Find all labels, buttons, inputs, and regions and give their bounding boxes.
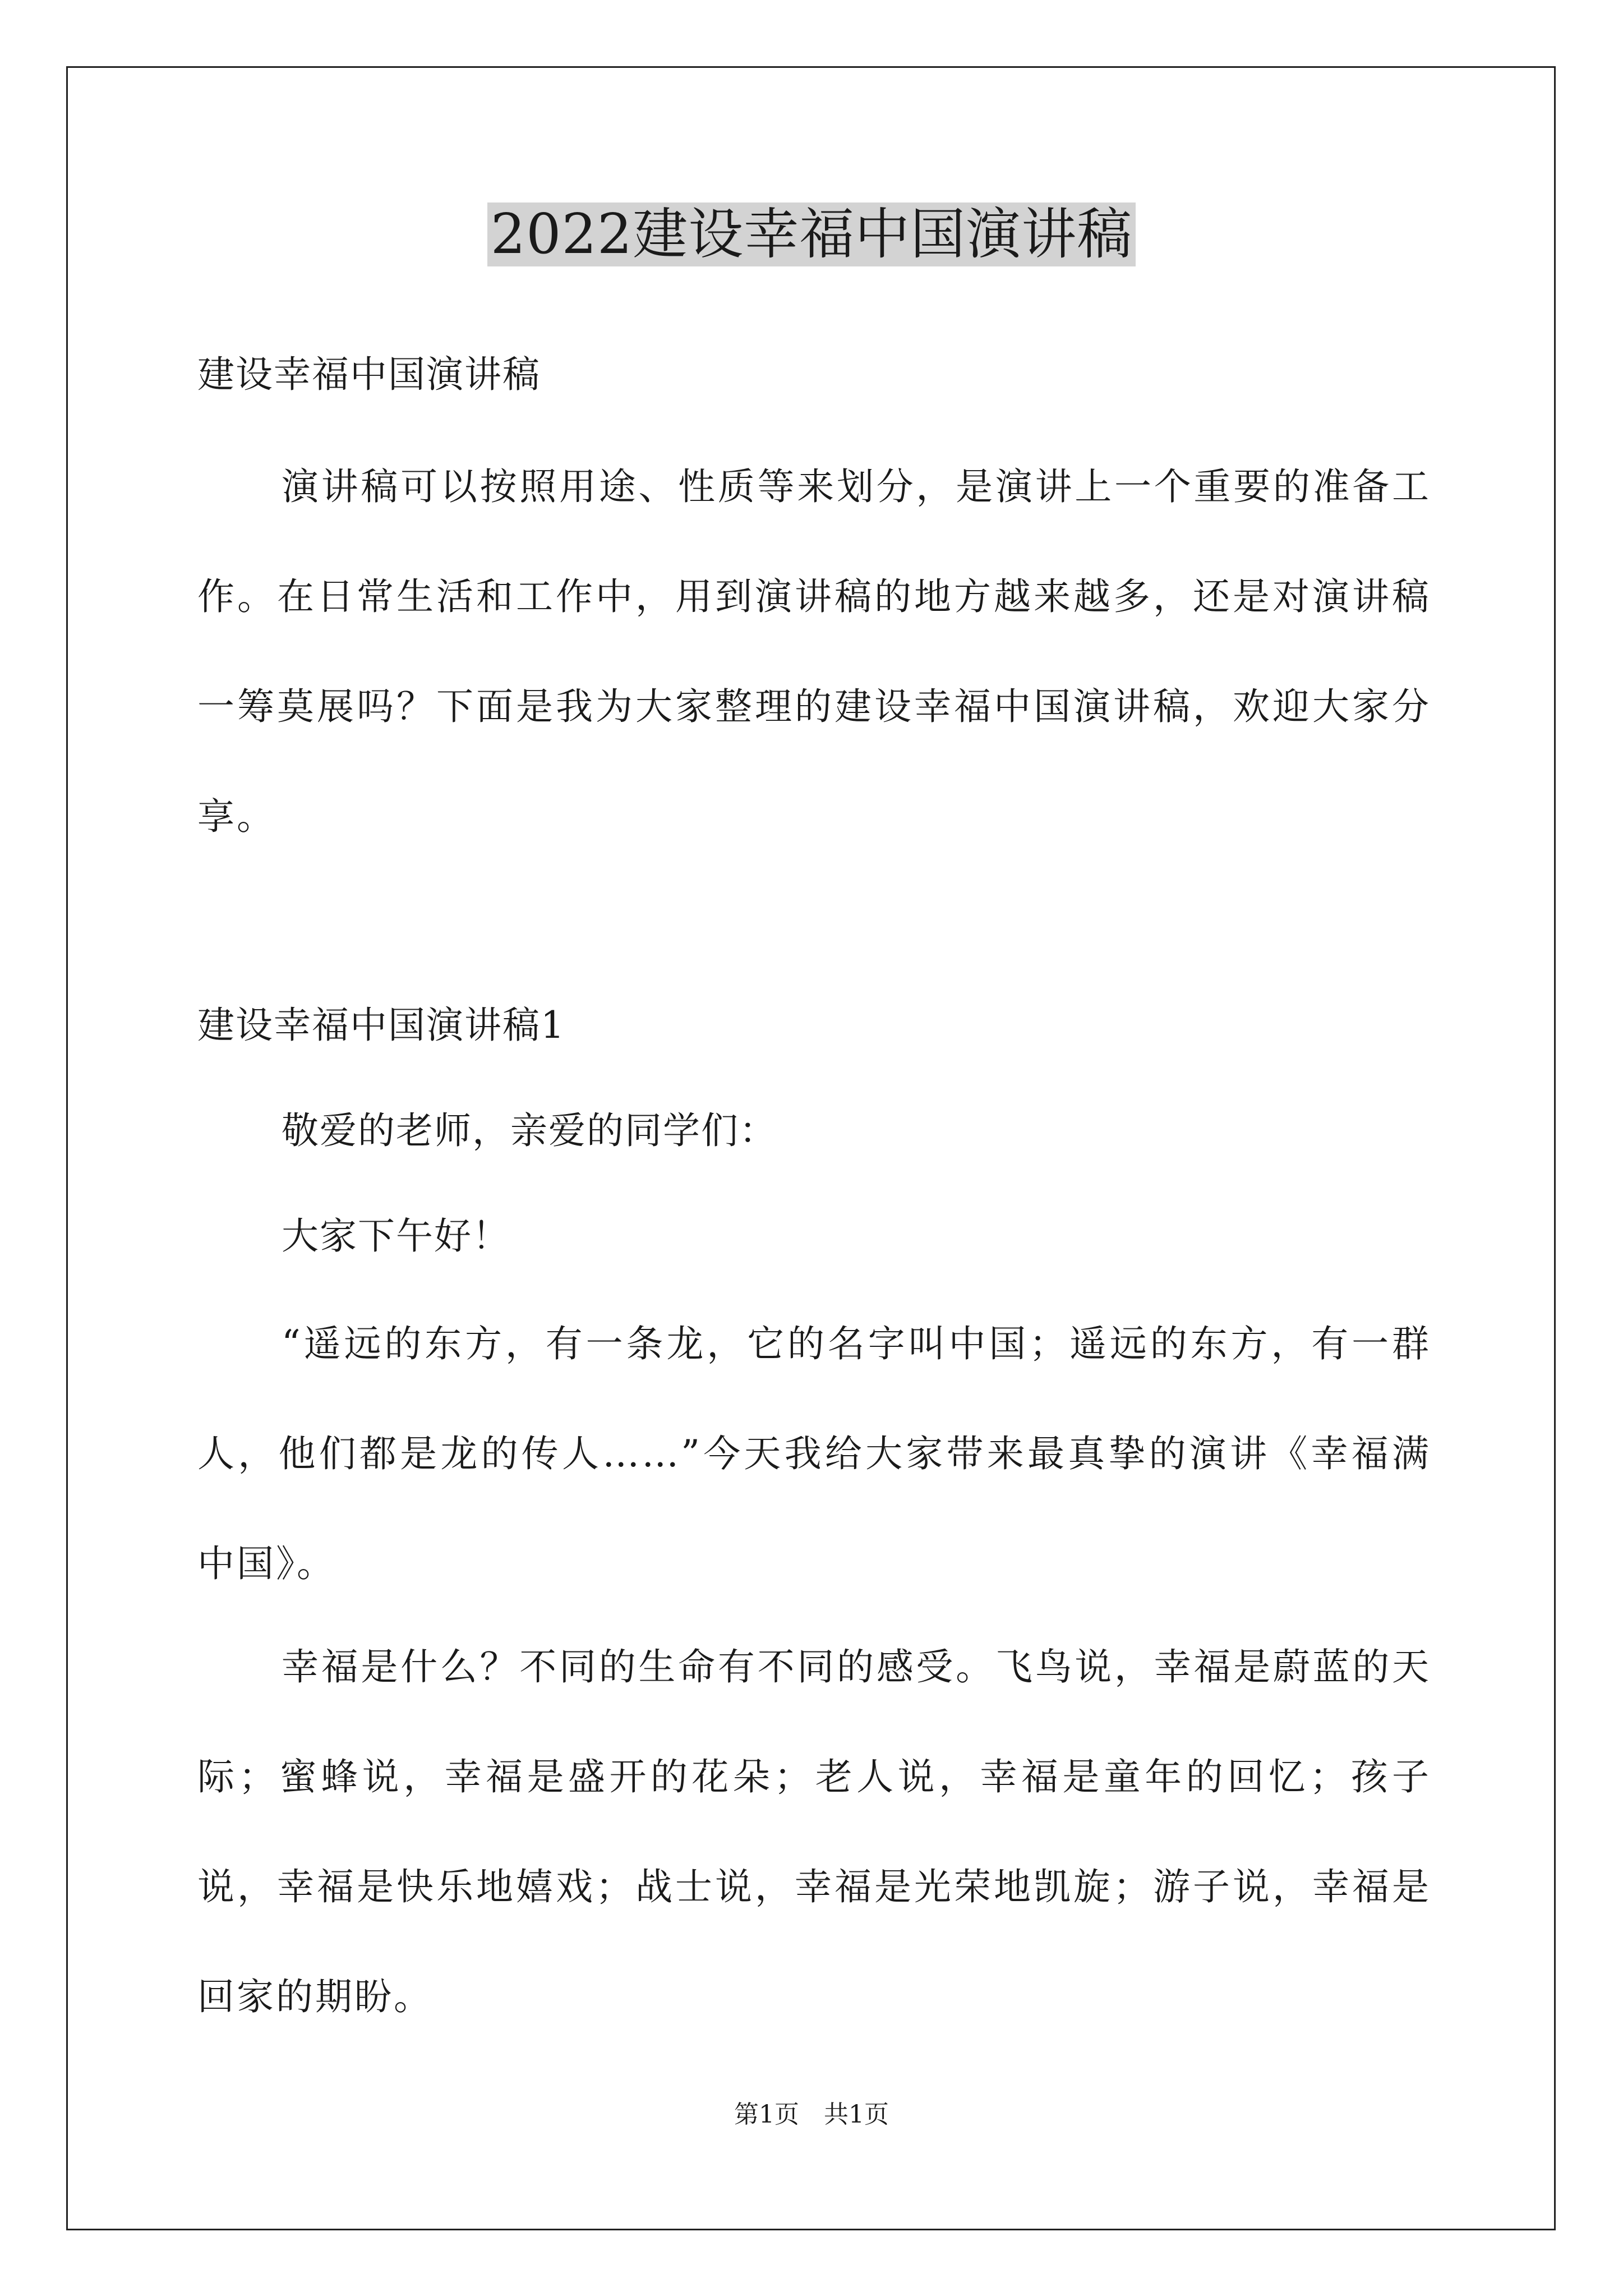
section-heading: 建设幸福中国演讲稿1 (197, 1004, 565, 1047)
page-footer: 第1页 共1页 (734, 2100, 889, 2129)
body-paragraph-1: “遥远的东方，有一条龙，它的名字叫中国；遥远的东方，有一群人，他们都是龙的传人……”今天我给大家带来最真挚的演讲《幸福满中国》。 (197, 1322, 1431, 1585)
intro-paragraph: 演讲稿可以按照用途、性质等来划分，是演讲上一个重要的准备工作。在日常生活和工作中，用到演讲稿的地方越来越多，还是对演讲稿一筹莫展吗？下面是我为大家整理的建设幸福中国演讲稿，欢迎大家分享。 (197, 465, 1431, 838)
document-title-text: 2022建设幸福中国演讲稿 (487, 203, 1136, 266)
document-subtitle: 建设幸福中国演讲稿 (197, 353, 541, 396)
body-paragraph-2: 幸福是什么？不同的生命有不同的感受。飞鸟说，幸福是蔚蓝的天际；蜜蜂说，幸福是盛开的花朵；老人说，幸福是童年的回忆；孩子说，幸福是快乐地嬉戏；战士说，幸福是光荣地凯旋；游子说，幸福是回家的期盼。 (197, 1645, 1431, 2018)
salutation: 敬爱的老师，亲爱的同学们： (282, 1109, 777, 1152)
greeting: 大家下午好！ (282, 1214, 510, 1258)
document-title (0, 195, 1623, 274)
